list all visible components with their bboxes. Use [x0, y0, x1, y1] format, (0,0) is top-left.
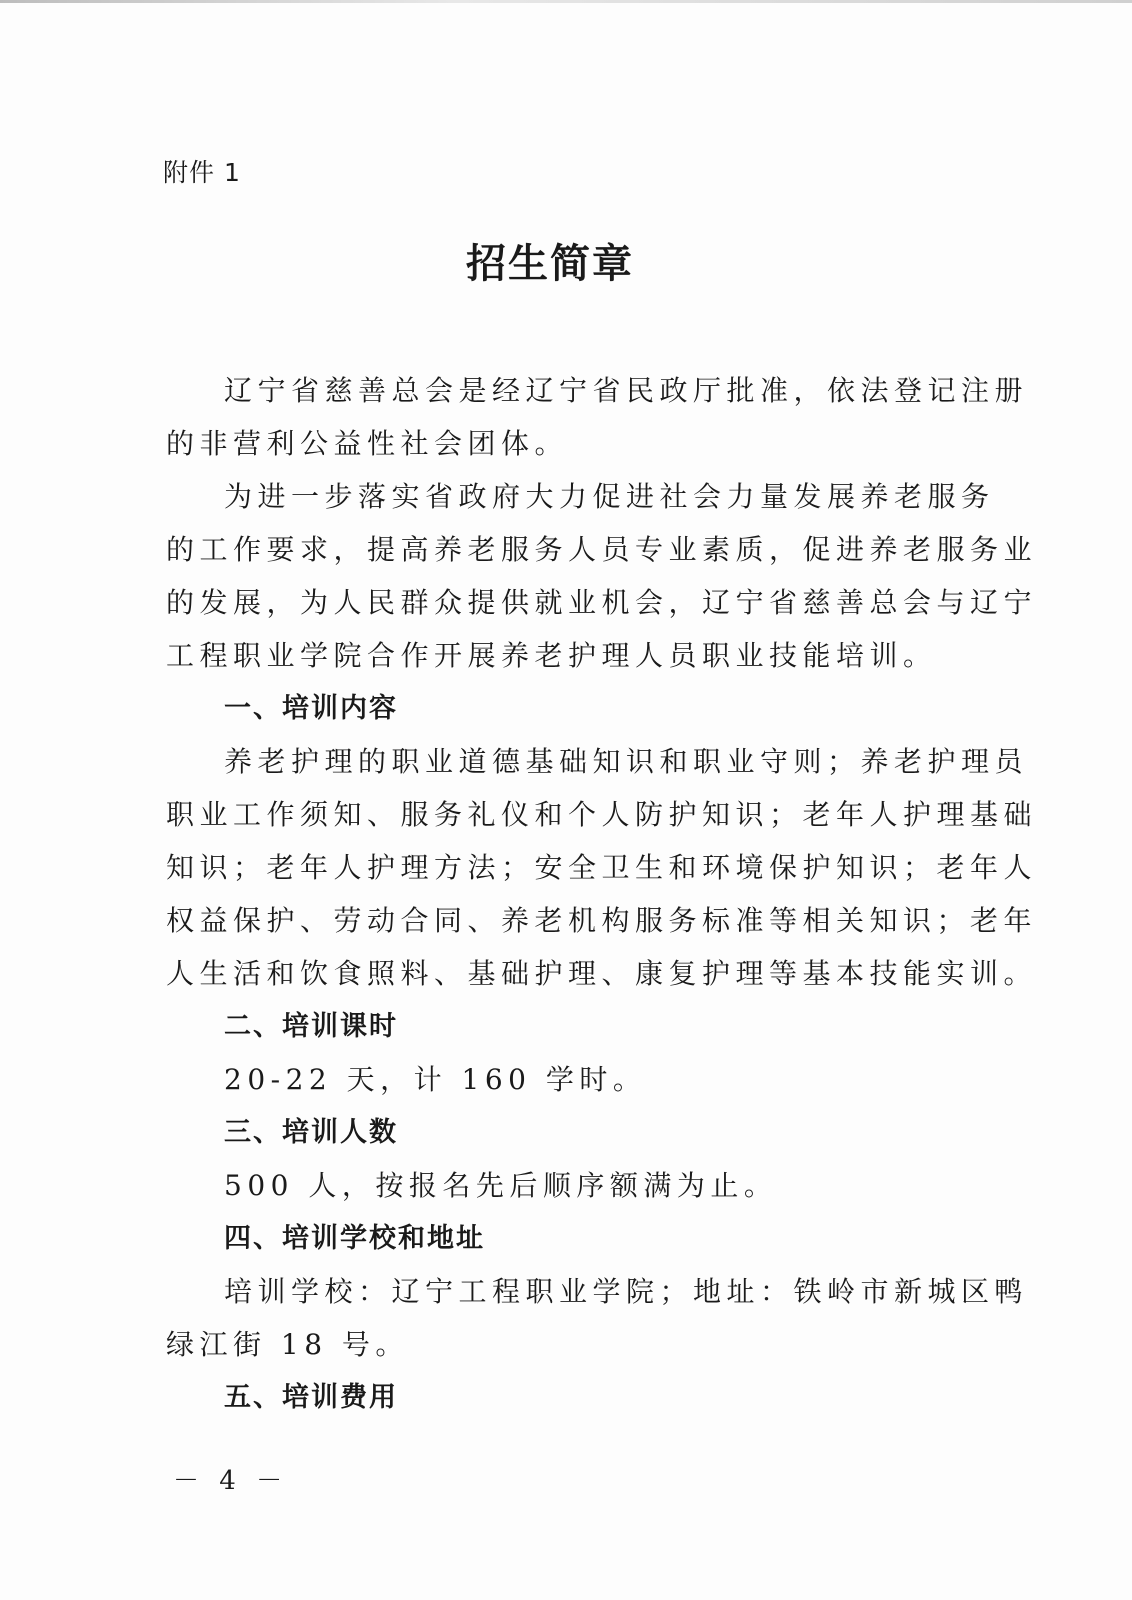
- section-heading-count: 三、培训人数: [224, 1117, 398, 1148]
- section-heading-hours: 二、培训课时: [224, 1011, 398, 1042]
- paragraph-line: 的发展，为人民群众提供就业机会，辽宁省慈善总会与辽宁: [166, 586, 1038, 619]
- paragraph-line: 绿江街 18 号。: [166, 1328, 409, 1361]
- paragraph-line: 的非营利公益性社会团体。: [166, 427, 569, 460]
- paragraph-line: 工程职业学院合作开展养老护理人员职业技能培训。: [166, 639, 937, 672]
- paragraph-line: 20-22 天，计 160 学时。: [224, 1063, 647, 1096]
- paragraph-line: 500 人，按报名先后顺序额满为止。: [224, 1169, 778, 1202]
- paragraph-line: 辽宁省慈善总会是经辽宁省民政厅批准，依法登记注册: [224, 374, 1029, 407]
- document-body: [166, 364, 1038, 1424]
- paragraph-line: 为进一步落实省政府大力促进社会力量发展养老服务: [224, 480, 995, 513]
- paragraph-line: 人生活和饮食照料、基础护理、康复护理等基本技能实训。: [166, 957, 1038, 990]
- page-number: － 4 －: [173, 1466, 289, 1496]
- paragraph-line: 的工作要求，提高养老服务人员专业素质，促进养老服务业: [166, 533, 1038, 566]
- section-heading-fees: 五、培训费用: [224, 1382, 398, 1413]
- paragraph-line: 知识；老年人护理方法；安全卫生和环境保护知识；老年人: [166, 851, 1038, 884]
- paragraph-line: 养老护理的职业道德基础知识和职业守则；养老护理员: [224, 745, 1029, 778]
- section-heading-school: 四、培训学校和地址: [224, 1223, 485, 1254]
- paragraph-line: 职业工作须知、服务礼仪和个人防护知识；老年人护理基础: [166, 798, 1038, 831]
- scan-top-edge: [0, 0, 1132, 3]
- section-heading-content: 一、培训内容: [224, 693, 398, 724]
- paragraph-line: 权益保护、劳动合同、养老机构服务标准等相关知识；老年: [166, 904, 1038, 937]
- paragraph-line: 培训学校：辽宁工程职业学院；地址：铁岭市新城区鸭: [224, 1275, 1029, 1308]
- page-title: 招生简章: [466, 241, 634, 287]
- attachment-label: 附件 1: [163, 158, 241, 187]
